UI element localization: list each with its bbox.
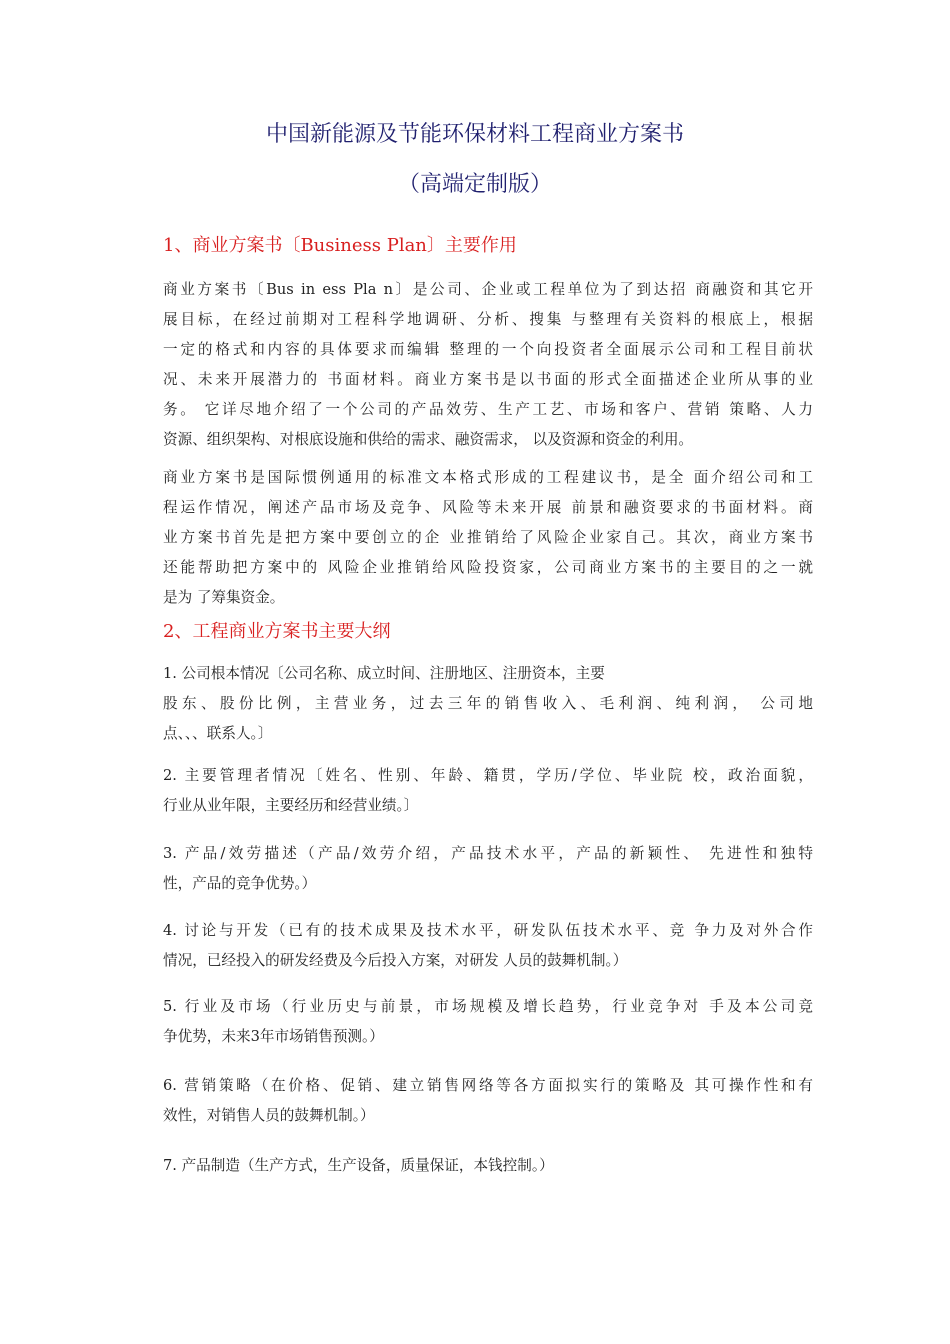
document-title: 中国新能源及节能环保材料工程商业方案书 xyxy=(265,122,684,147)
section-1-heading: 1、商业方案书〔Business Plan〕主要作用 xyxy=(163,235,517,256)
outline-line: 争优势，未来3年市场销售预测。） xyxy=(163,1028,384,1045)
outline-line: 行业从业年限，主要经历和经营业绩。〕 xyxy=(163,797,419,814)
outline-line: 2. 主要管理者情况〔姓名、性别、年龄、籍贯，学历/学位、毕业院 校，政治面貌， xyxy=(163,767,813,784)
outline-line: 性，产品的竞争优势。） xyxy=(163,875,317,892)
outline-line: 5. 行业及市场（行业历史与前景，市场规模及增长趋势，行业竞争对 手及本公司竞 xyxy=(163,998,813,1015)
outline-line: 效性，对销售人员的鼓舞机制。） xyxy=(163,1107,375,1124)
outline-item-2 xyxy=(163,761,813,821)
section-1-paragraph-1 xyxy=(163,275,813,455)
outline-item-5 xyxy=(163,992,813,1052)
paragraph-line: 业方案书首先是把方案中要创立的企 业推销给了风险企业家自己。其次，商业方案书 xyxy=(163,529,813,546)
paragraph-line: 展目标，在经过前期对工程科学地调研、分析、搜集 与整理有关资料的根底上，根据 xyxy=(163,311,813,328)
paragraph-line: 还能帮助把方案中的 风险企业推销给风险投资家，公司商业方案书的主要目的之一就 xyxy=(163,559,813,576)
paragraph-line: 商业方案书〔Bus in ess Pla n〕是公司、企业或工程单位为了到达招 商融资和其它开 xyxy=(163,281,814,298)
paragraph-line: 况、未来开展潜力的 书面材料。商业方案书是以书面的形式全面描述企业所从事的业 xyxy=(163,371,813,388)
outline-item-3 xyxy=(163,839,813,899)
outline-line: 股东、股份比例，主营业务，过去三年的销售收入、毛利润、纯利润， 公司地 xyxy=(163,695,813,712)
paragraph-line: 是为 了筹集资金。 xyxy=(163,589,285,606)
outline-item-7 xyxy=(163,1151,813,1181)
outline-line: 点、、、联系人。〕 xyxy=(163,725,273,742)
paragraph-line: 商业方案书是国际惯例通用的标准文本格式形成的工程建议书，是全 面介绍公司和工 xyxy=(163,469,813,486)
section-2-heading: 2、工程商业方案书主要大纲 xyxy=(163,621,391,642)
outline-line: 6. 营销策略（在价格、促销、建立销售网络等各方面拟实行的策略及 其可操作性和有 xyxy=(163,1077,813,1094)
outline-item-1 xyxy=(163,659,813,749)
paragraph-line: 资源、组织架构、对根底设施和供给的需求、融资需求， 以及资源和资金的利用。 xyxy=(163,431,694,448)
outline-line: 情况，已经投入的研发经费及今后投入方案，对研发 人员的鼓舞机制。） xyxy=(163,952,628,969)
paragraph-line: 务。 它详尽地介绍了一个公司的产品效劳、生产工艺、市场和客户、营销 策略、人力 xyxy=(163,401,813,418)
document-subtitle: （高端定制版） xyxy=(397,172,552,197)
section-1-paragraph-2 xyxy=(163,463,813,613)
outline-item-6 xyxy=(163,1071,813,1131)
paragraph-line: 程运作情况，阐述产品市场及竞争、风险等未来开展 前景和融资要求的书面材料。商 xyxy=(163,499,813,516)
outline-item-4 xyxy=(163,916,813,976)
outline-line: 3. 产品/效劳描述（产品/效劳介绍，产品技术水平，产品的新颖性、 先进性和独特 xyxy=(163,845,813,862)
outline-line: 7. 产品制造（生产方式，生产设备，质量保证，本钱控制。） xyxy=(163,1157,554,1174)
paragraph-line: 一定的格式和内容的具体要求而编辑 整理的一个向投资者全面展示公司和工程目前状 xyxy=(163,341,813,358)
outline-line: 4. 讨论与开发（已有的技术成果及技术水平，研发队伍技术水平、竞 争力及对外合作 xyxy=(163,922,813,939)
outline-line: 1. 公司根本情况〔公司名称、成立时间、注册地区、注册资本，主要 xyxy=(163,665,605,682)
